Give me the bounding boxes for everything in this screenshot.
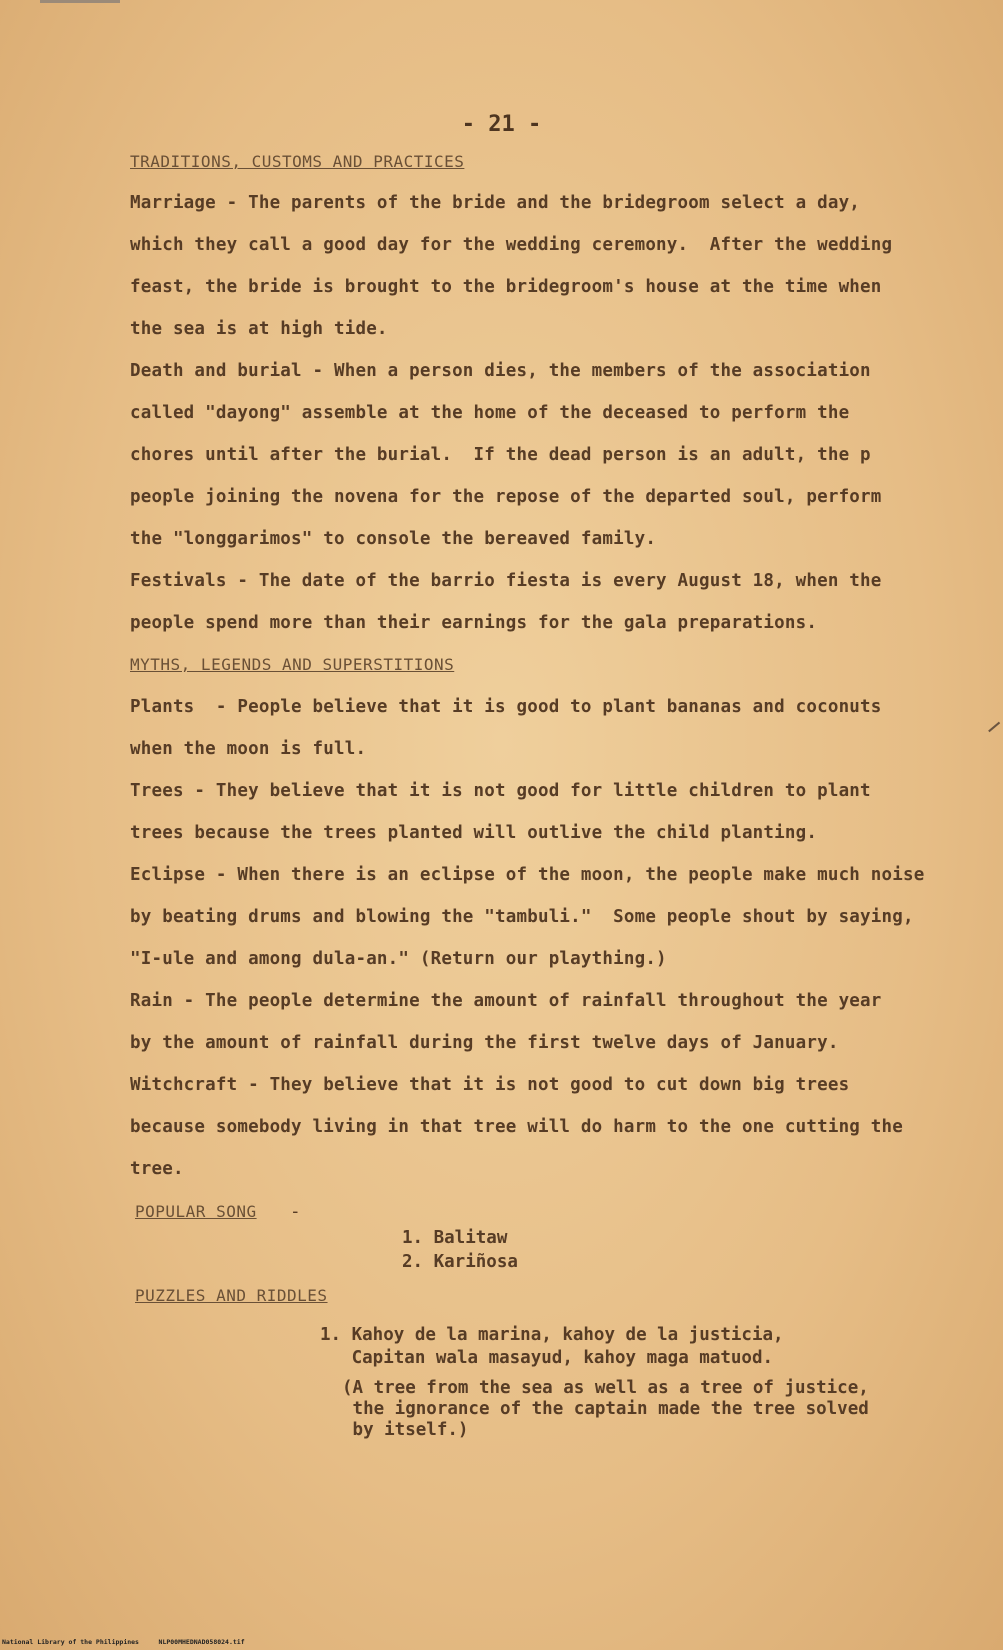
text-line: people joining the novena for the repose of the departed soul, perform: [130, 487, 882, 507]
text-line: the sea is at high tide.: [130, 319, 388, 339]
translation-line: by itself.): [342, 1420, 469, 1440]
archive-footer: National Library of the Philippines NLP00MHEDNAD058024.tif: [2, 1638, 245, 1646]
riddle-line: 1. Kahoy de la marina, kahoy de la justicia,: [320, 1325, 784, 1345]
translation-line: (A tree from the sea as well as a tree of justice,: [342, 1378, 869, 1398]
text-line: Trees - They believe that it is not good for little children to plant: [130, 781, 871, 801]
text-line: Rain - The people determine the amount of rainfall throughout the year: [130, 991, 882, 1011]
text-line: Marriage - The parents of the bride and the bridegroom select a day,: [130, 193, 861, 213]
heading-traditions: TRADITIONS, CUSTOMS AND PRACTICES: [130, 152, 465, 171]
text-line: Witchcraft - They believe that it is not good to cut down big trees: [130, 1075, 850, 1095]
text-line: chores until after the burial. If the dead person is an adult, the p: [130, 445, 871, 465]
text-line: people spend more than their earnings for the gala preparations.: [130, 613, 818, 633]
page-number: - 21 -: [461, 112, 542, 137]
song-item: 1. Balitaw: [402, 1228, 508, 1248]
text-line: "I-ule and among dula-an." (Return our plaything.): [130, 949, 667, 969]
text-line: called "dayong" assemble at the home of the deceased to perform the: [130, 403, 850, 423]
text-line: Eclipse - When there is an eclipse of the moon, the people make much noise: [130, 865, 925, 885]
riddle-line: Capitan wala masayud, kahoy maga matuod.: [320, 1348, 774, 1368]
margin-mark: [988, 722, 1000, 732]
text-line: Plants - People believe that it is good to plant bananas and coconuts: [130, 697, 882, 717]
text-line: the "longgarimos" to console the bereaved family.: [130, 529, 657, 549]
heading-dash: -: [290, 1202, 301, 1222]
text-line: by the amount of rainfall during the first twelve days of January.: [130, 1033, 839, 1053]
heading-myths: MYTHS, LEGENDS AND SUPERSTITIONS: [130, 655, 455, 674]
text-line: tree.: [130, 1159, 184, 1179]
text-line: which they call a good day for the wedding ceremony. After the wedding: [130, 235, 893, 255]
text-line: by beating drums and blowing the "tambuli." Some people shout by saying,: [130, 907, 914, 927]
heading-popular-song: POPULAR SONG: [135, 1202, 257, 1221]
text-line: when the moon is full.: [130, 739, 367, 759]
heading-puzzles: PUZZLES AND RIDDLES: [135, 1286, 328, 1305]
text-line: trees because the trees planted will outlive the child planting.: [130, 823, 818, 843]
text-line: Death and burial - When a person dies, the members of the association: [130, 361, 871, 381]
paper-edge-mark: [40, 0, 120, 3]
text-line: because somebody living in that tree will do harm to the one cutting the: [130, 1117, 903, 1137]
song-item: 2. Kariñosa: [402, 1252, 518, 1272]
text-line: feast, the bride is brought to the bridegroom's house at the time when: [130, 277, 882, 297]
text-line: Festivals - The date of the barrio fiesta is every August 18, when the: [130, 571, 882, 591]
translation-line: the ignorance of the captain made the tree solved: [342, 1399, 869, 1419]
